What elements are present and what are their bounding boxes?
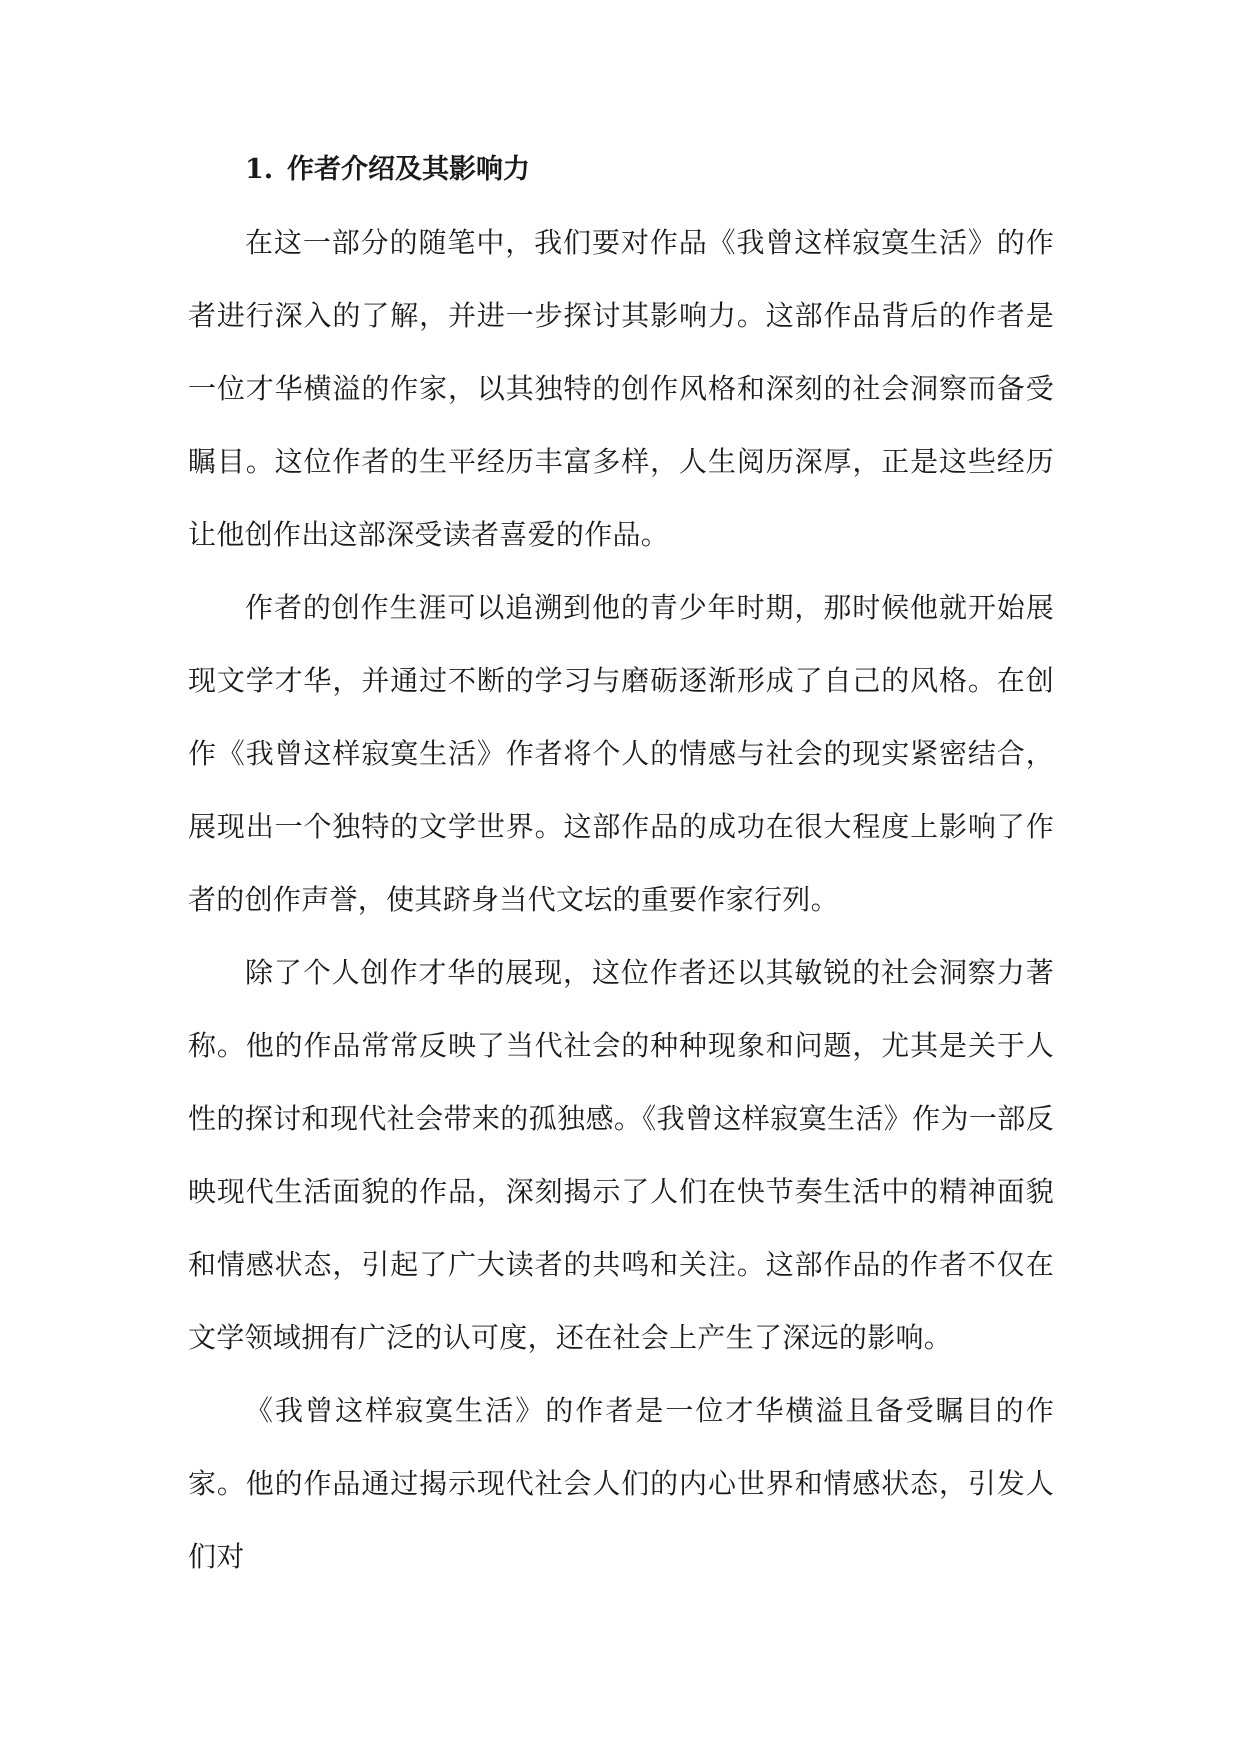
paragraph-1: 在这一部分的随笔中，我们要对作品《我曾这样寂寞生活》的作者进行深入的了解，并进一步探讨其影响力。这部作品背后的作者是一位才华横溢的作家，以其独特的创作风格和深刻的社会洞察而备受瞩目。这位作者的生平经历丰富多样，人生阅历深厚，正是这些经历让他创作出这部深受读者喜爱的作品。 <box>188 226 1054 551</box>
paragraph-4: 《我曾这样寂寞生活》的作者是一位才华横溢且备受瞩目的作家。他的作品通过揭示现代社会人们的内心世界和情感状态，引发人们对 <box>188 1394 1054 1573</box>
section-heading <box>188 144 1054 196</box>
paragraph-2: 作者的创作生涯可以追溯到他的青少年时期，那时候他就开始展现文学才华，并通过不断的学习与磨砺逐渐形成了自己的风格。在创作《我曾这样寂寞生活》作者将个人的情感与社会的现实紧密结合，展现出一个独特的文学世界。这部作品的成功在很大程度上影响了作者的创作声誉，使其跻身当代文坛的重要作家行列。 <box>188 591 1054 916</box>
paragraph-3: 除了个人创作才华的展现，这位作者还以其敏锐的社会洞察力著称。他的作品常常反映了当代社会的种种现象和问题，尤其是关于人性的探讨和现代社会带来的孤独感。《我曾这样寂寞生活》作为一部反映现代生活面貌的作品，深刻揭示了人们在快节奏生活中的精神面貌和情感状态，引起了广大读者的共鸣和关注。这部作品的作者不仅在文学领域拥有广泛的认可度，还在社会上产生了深远的影响。 <box>188 956 1054 1354</box>
document-body <box>188 144 1054 1593</box>
section-number: 1. <box>245 154 274 185</box>
section-title: 作者介绍及其影响力 <box>287 154 530 185</box>
